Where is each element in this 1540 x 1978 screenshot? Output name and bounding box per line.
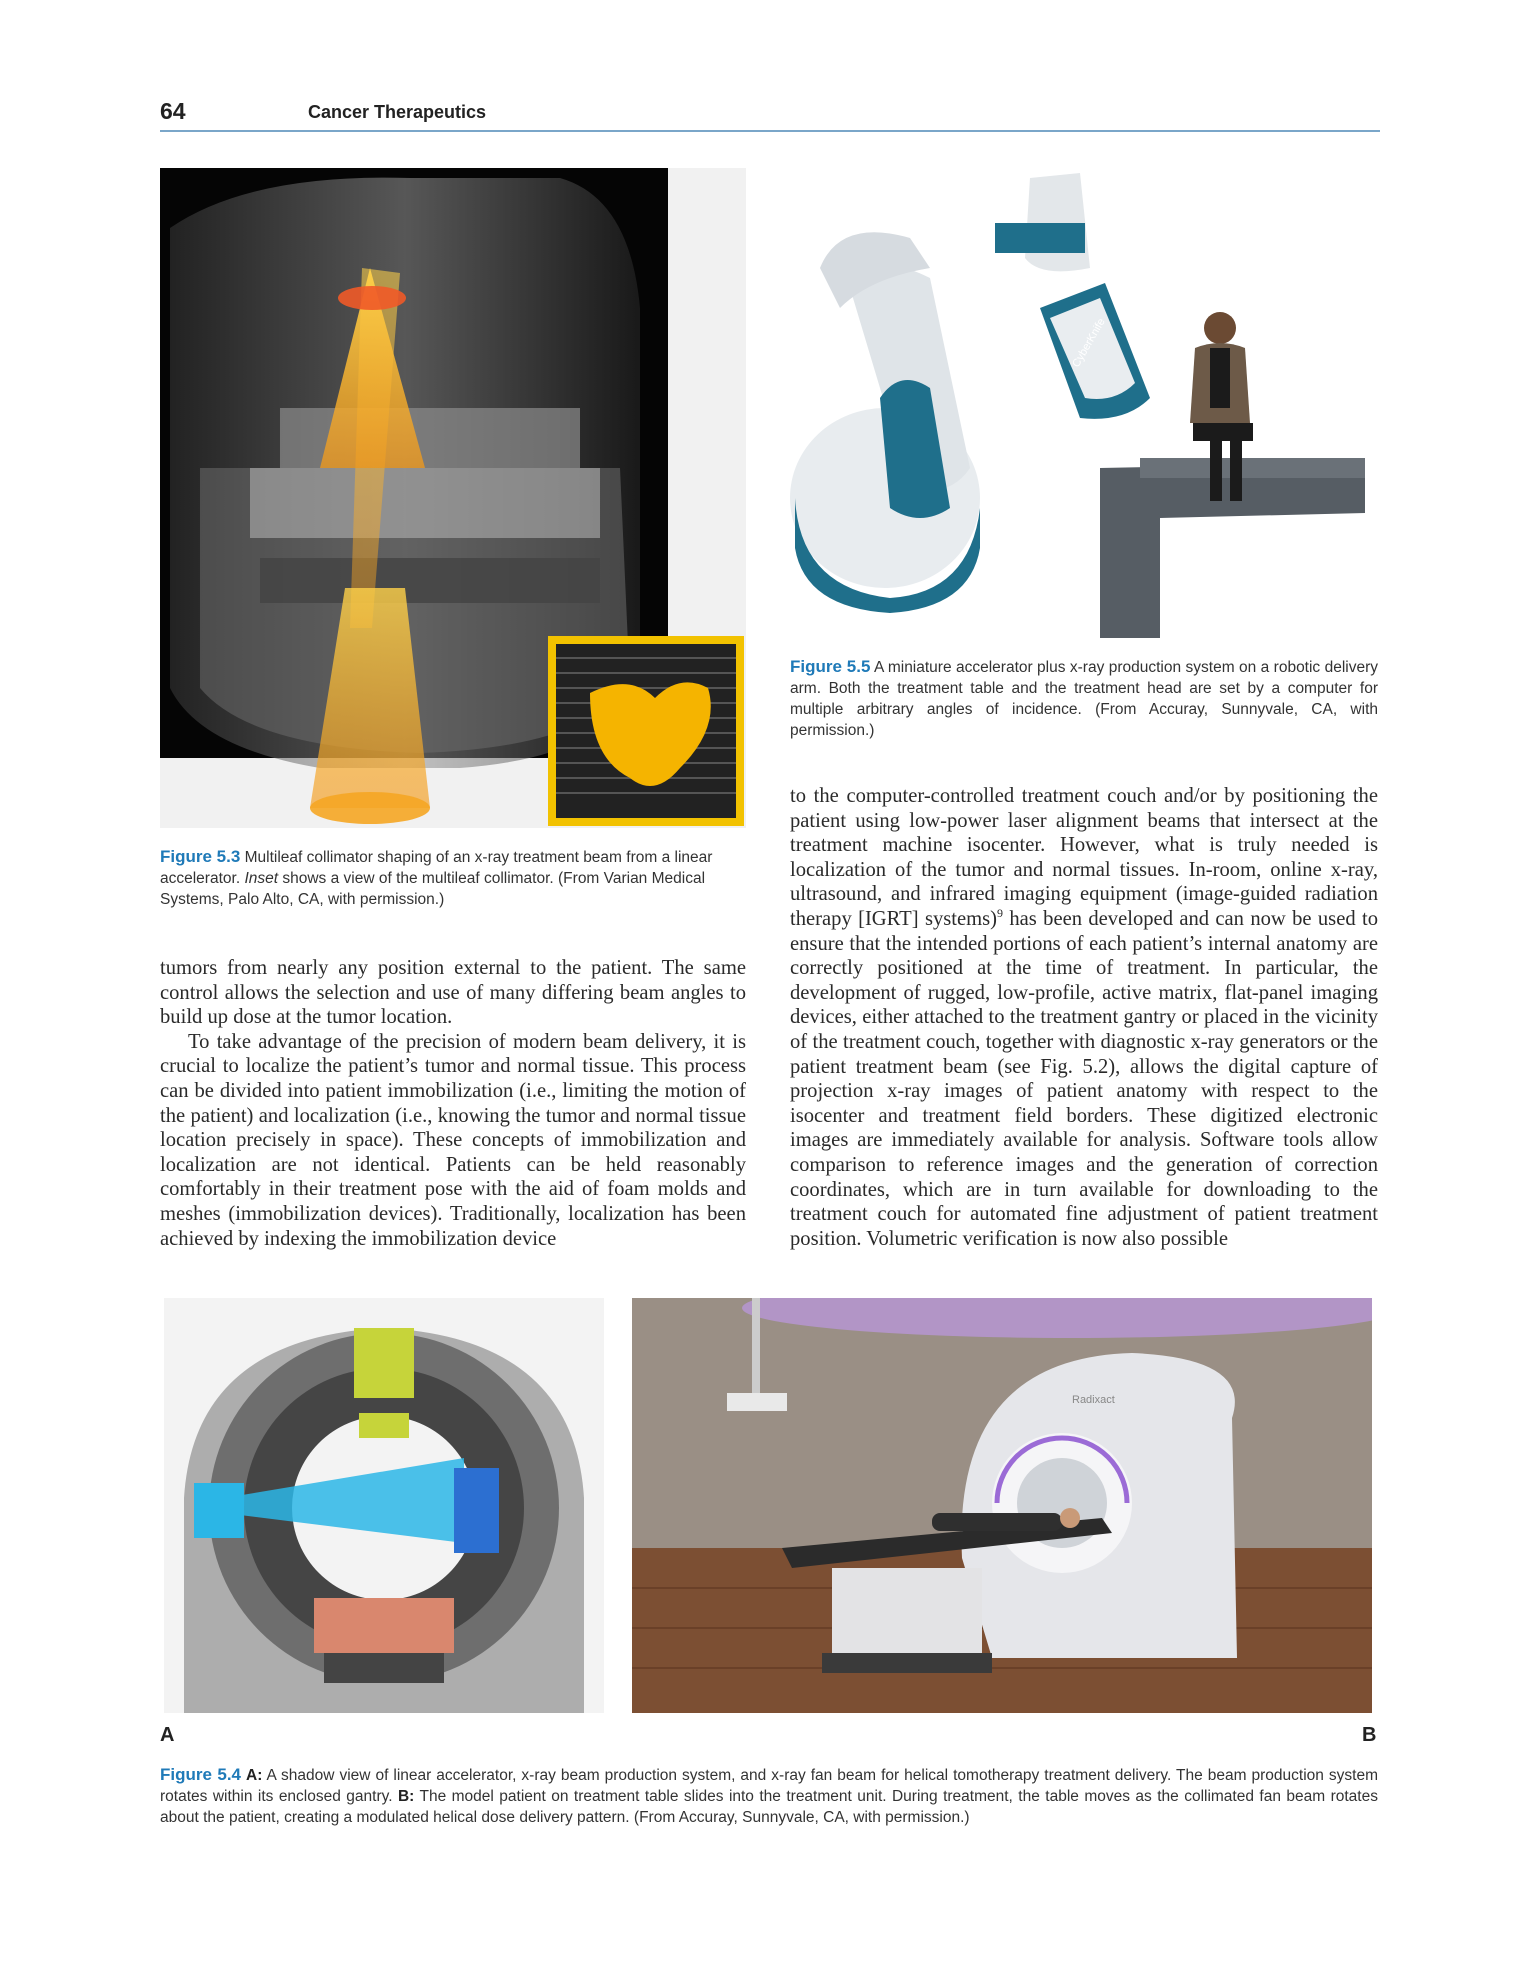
figure-5-4-panel-b-letter: B [1362, 1724, 1377, 1746]
figure-5-4b-image [632, 1298, 1372, 1713]
figure-5-4-label: Figure 5.4 [160, 1765, 241, 1784]
figure-5-3-caption-text-1: Multileaf collimator shaping of an x-ray treatment beam from a linear accelerator. [160, 849, 713, 887]
right-paragraph-text-1: to the computer-controlled treatment couch and/or by positioning the patient using low-power laser alignment beams that intersect at the treatment machine isocenter. However, what is truly needed is localization of the tumor and normal tissues. In-room, online x-ray, ultrasound, and infrared imaging equipment (image-guided radiation therapy [IGRT] systems) [790, 785, 1378, 930]
left-paragraph-2: To take advantage of the precision of modern beam delivery, it is crucial to localize the patient’s tumor and normal tissue. This process can be divided into patient immobilization (i.e., limiting the motion of the patient) and localization (i.e., knowing the tumor and normal tissue location precisely in space). These concepts of immobilization and localization are not identical. Patients can be held reasonably comfortably in their treatment pose with the aid of foam molds and meshes (immobilization devices). Traditionally, localization has been achieved by indexing the immobilization device [160, 1030, 746, 1250]
cyberknife-device-text: CyberKnife [1070, 316, 1108, 370]
figure-5-4-caption [160, 1764, 1378, 1828]
figure-5-4-part-a-text: A shadow view of linear accelerator, x-ray beam production system, and x-ray fan beam for helical tomotherapy treatment delivery. The beam production system rotates within its enclosed gantry. [160, 1767, 1379, 1805]
figure-5-3-image [160, 168, 746, 828]
figure-5-5-caption-text: A miniature accelerator plus x-ray production system on a robotic delivery arm. Both the treatment table and the treatment head are set by a computer for multiple arbitrary angles of incidence. (From Accuray, Sunnyvale, CA, with permission.) [790, 659, 1378, 739]
page-number: 64 [160, 98, 186, 124]
left-column-text [160, 956, 746, 1251]
radixact-device-text: Radixact [1072, 1394, 1115, 1406]
running-title: Cancer Therapeutics [308, 102, 487, 122]
figure-5-5-image [780, 168, 1380, 638]
left-paragraph-1: tumors from nearly any position external to the patient. The same control allows the selection and use of many differing beam angles to build up dose at the tumor location. [160, 957, 746, 1029]
right-paragraph-text-2: has been developed and can now be used to ensure that the intended portions of each patient’s internal anatomy are correctly positioned at the time of treatment. In particular, the development of rugged, low-profile, active matrix, flat-panel imaging devices, either attached to the treatment gantry or placed in the vicinity of the treatment couch, together with diagnostic x-ray generators or the patient treatment beam (see Fig. 5.2), allows the digital capture of projection x-ray images of patient anatomy with respect to the isocenter and treatment field borders. These digitized electronic images are immediately available for analysis. Software tools allow comparison to reference images and the generation of correction coordinates, which are in turn available for downloading to the treatment couch for automated fine adjustment of patient treatment position. Volumetric verification is now also possible [790, 907, 1378, 1250]
figure-5-4-part-a-label: A: [246, 1767, 263, 1784]
figure-5-3-caption [160, 846, 746, 910]
figure-5-3-caption-italic: Inset [244, 870, 279, 887]
reference-marker: 9 [997, 906, 1004, 921]
figure-5-4a-image [164, 1298, 604, 1713]
figure-5-4-part-b-label: B: [397, 1788, 415, 1805]
header-rule [160, 130, 1380, 132]
figure-5-3-caption-text-2: shows a view of the multileaf collimator. (From Varian Medical Systems, Palo Alto, CA, with permission.) [160, 870, 706, 908]
figure-5-5-caption [790, 656, 1378, 741]
figure-5-5-label: Figure 5.5 [790, 657, 871, 676]
figure-5-4-panel-a-letter: A [160, 1724, 175, 1746]
figure-5-3-label: Figure 5.3 [160, 847, 241, 866]
right-column-text [790, 784, 1378, 1251]
figure-5-4-part-b-text: The model patient on treatment table slides into the treatment unit. During treatment, the table moves as the collimated fan beam rotates about the patient, creating a modulated helical dose delivery pattern. (From Accuray, Sunnyvale, CA, with permission.) [160, 1788, 1378, 1826]
right-paragraph [790, 784, 1378, 1251]
